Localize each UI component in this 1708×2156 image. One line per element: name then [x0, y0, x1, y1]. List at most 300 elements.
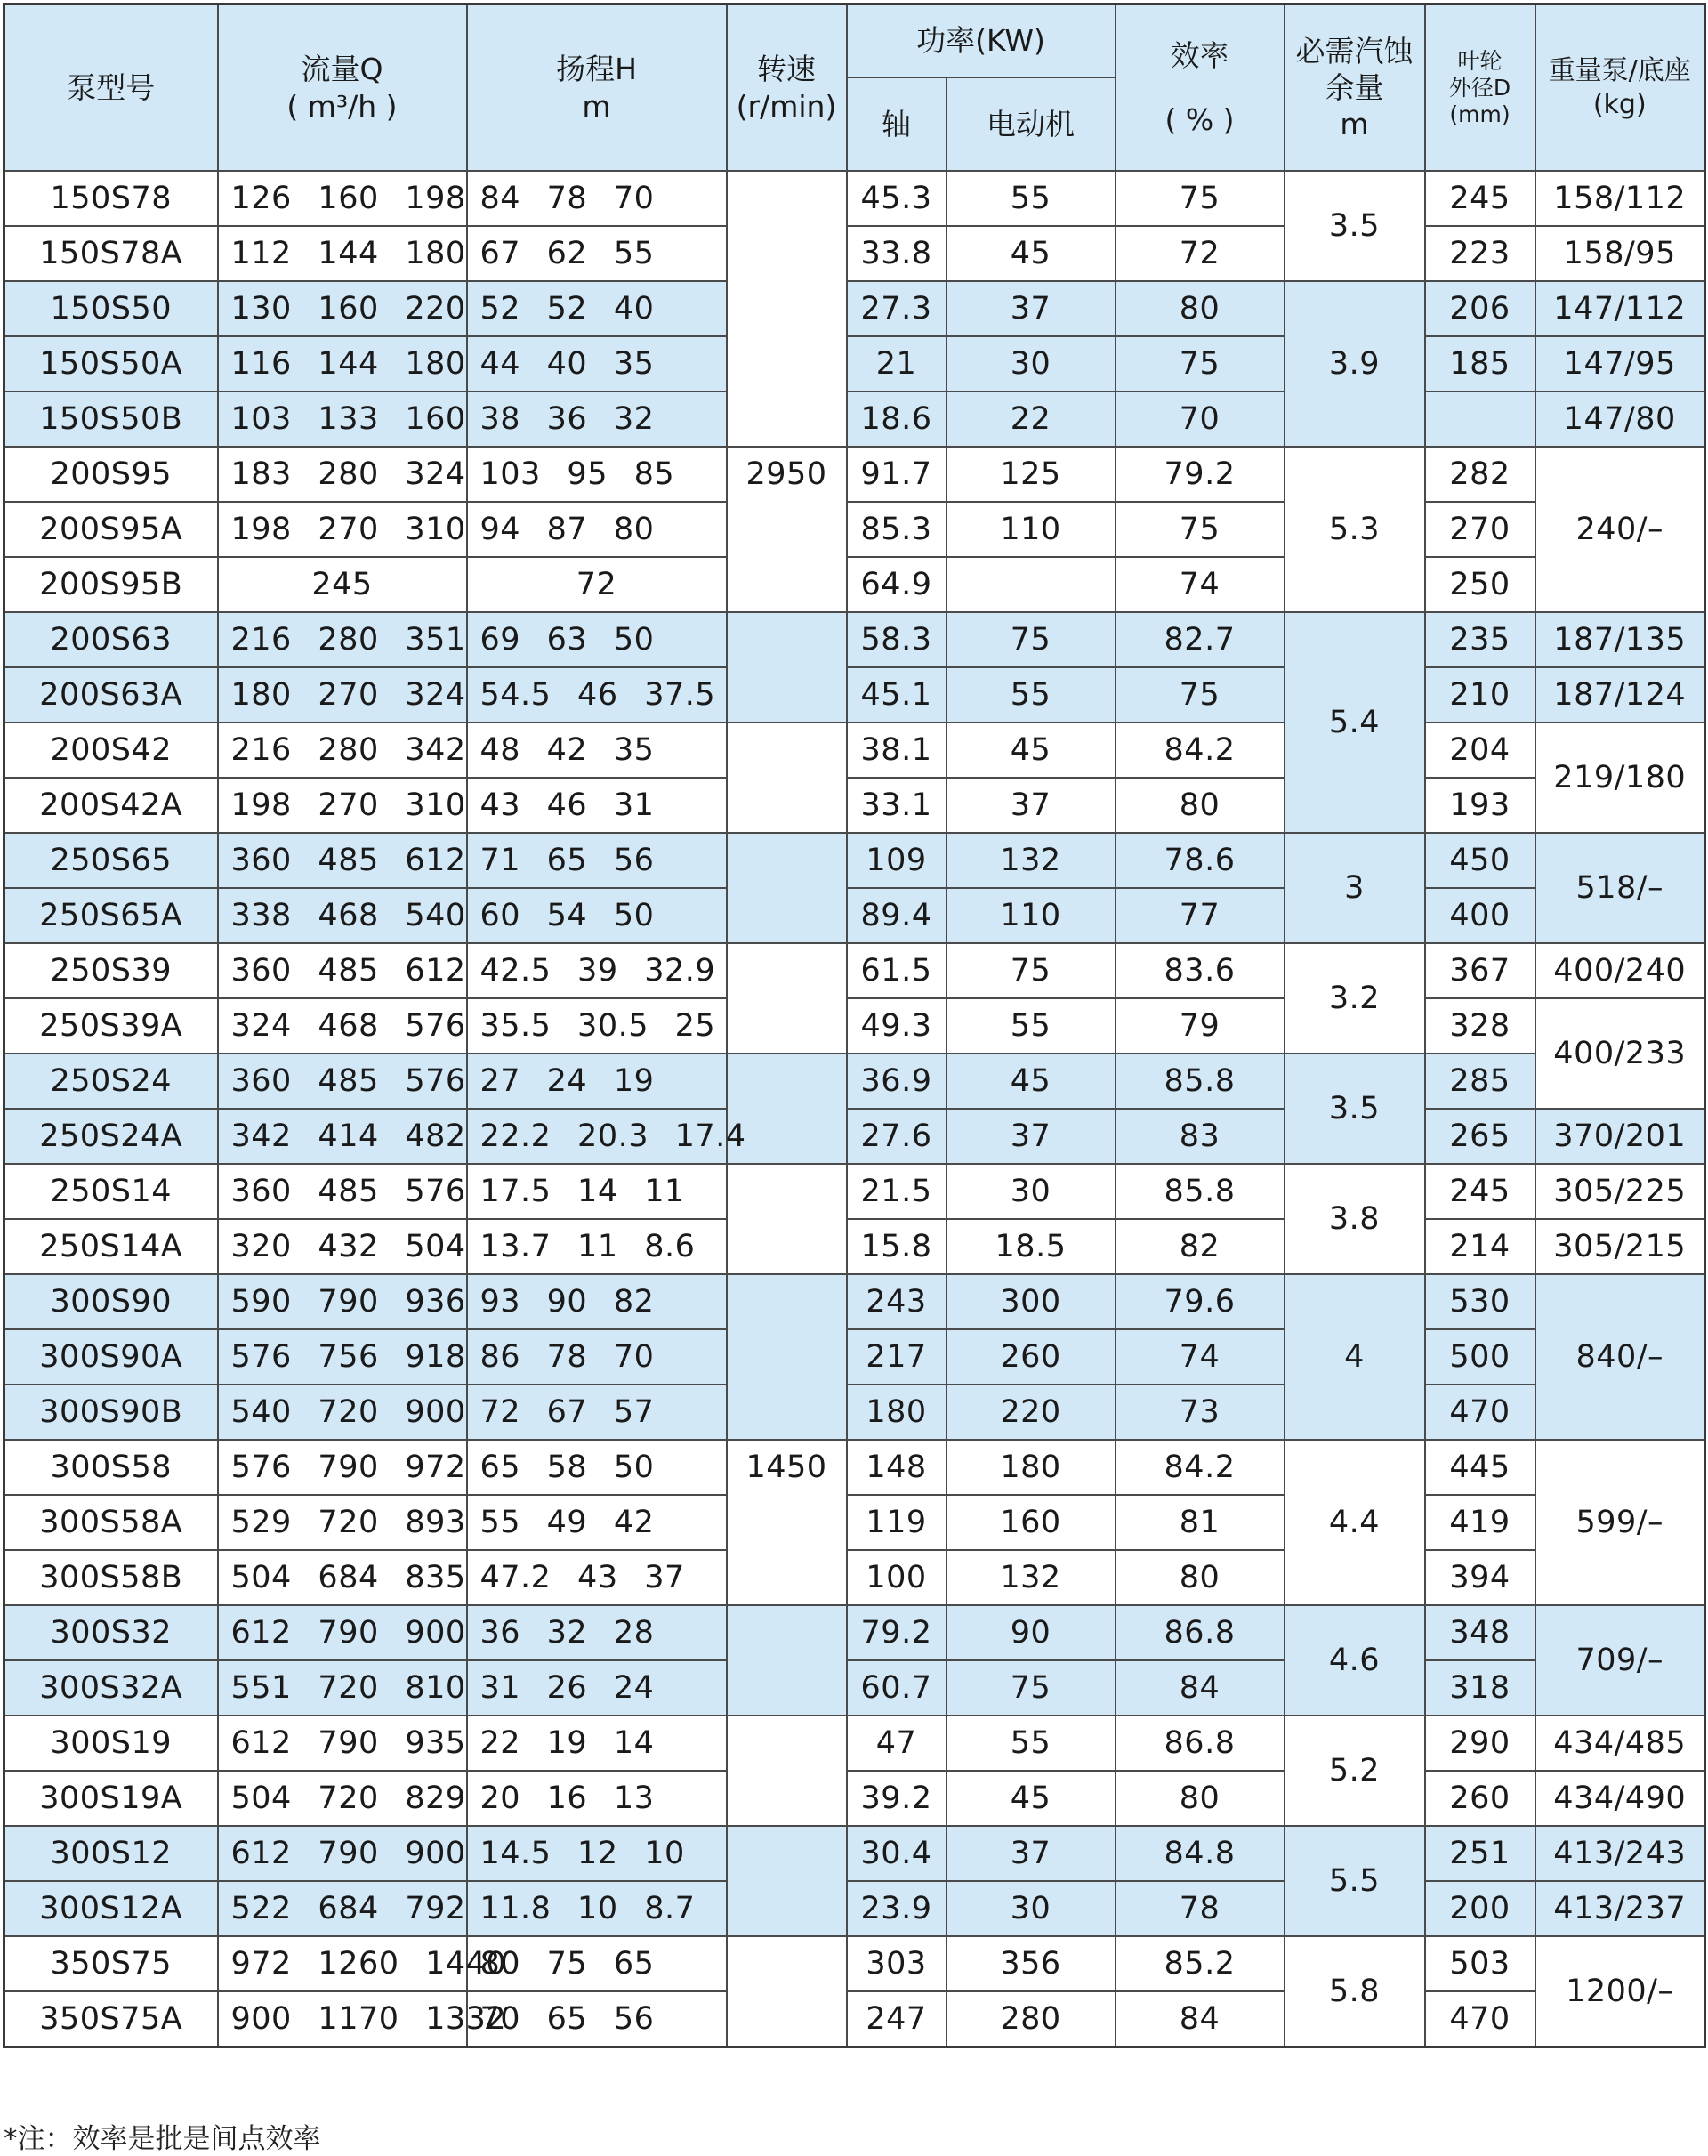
cell-power-motor: 300 [947, 1274, 1116, 1329]
cell-head: 72 67 57 [467, 1385, 727, 1440]
cell-impeller: 419 [1425, 1495, 1535, 1550]
cell-power-shaft: 21 [847, 336, 947, 392]
cell-efficiency: 72 [1116, 226, 1285, 281]
cell-efficiency: 85.8 [1116, 1164, 1285, 1219]
table-row [4, 1881, 1705, 1936]
cell-power-shaft: 36.9 [847, 1054, 947, 1109]
cell-head: 38 36 32 [467, 392, 727, 447]
cell-model: 250S14A [4, 1219, 218, 1274]
cell-flow: 504 720 829 [218, 1771, 467, 1826]
cell-weight: 518/– [1535, 833, 1705, 943]
cell-model: 150S50B [4, 392, 218, 447]
cell-impeller: 265 [1425, 1109, 1535, 1164]
header-impeller [1425, 4, 1535, 172]
cell-speed [727, 612, 847, 723]
cell-power-motor: 37 [947, 1109, 1116, 1164]
cell-flow: 612 790 935 [218, 1716, 467, 1771]
cell-model: 250S65A [4, 888, 218, 943]
table-row [4, 1109, 1705, 1164]
cell-model: 150S78 [4, 171, 218, 226]
pump-spec-table [3, 3, 1706, 2048]
cell-model: 300S32A [4, 1660, 218, 1716]
cell-power-motor: 132 [947, 1550, 1116, 1605]
cell-npsh: 5.8 [1285, 1936, 1425, 2047]
cell-power-shaft: 27.3 [847, 281, 947, 336]
header-speed-unit: (r/min) [736, 88, 837, 124]
cell-head: 42.5 39 32.9 [467, 943, 727, 998]
cell-weight: 400/233 [1535, 998, 1705, 1109]
cell-weight: 147/112 [1535, 281, 1705, 336]
cell-speed: 1450 [727, 1440, 847, 1605]
cell-weight: 840/– [1535, 1274, 1705, 1440]
cell-impeller: 348 [1425, 1605, 1535, 1660]
cell-weight: 370/201 [1535, 1109, 1705, 1164]
header-npsh-unit: m [1340, 107, 1369, 142]
header-speed [727, 4, 847, 172]
cell-flow: 338 468 540 [218, 888, 467, 943]
cell-model: 200S63 [4, 612, 218, 667]
header-power-motor: 电动机 [947, 77, 1116, 171]
cell-model: 300S58A [4, 1495, 218, 1550]
cell-power-motor: 45 [947, 1771, 1116, 1826]
cell-flow: 183 280 324 [218, 447, 467, 502]
cell-efficiency: 84.8 [1116, 1826, 1285, 1881]
cell-head: 13.7 11 8.6 [467, 1219, 727, 1274]
cell-efficiency: 79.6 [1116, 1274, 1285, 1329]
cell-power-shaft: 109 [847, 833, 947, 888]
cell-speed [727, 1716, 847, 1826]
cell-impeller: 206 [1425, 281, 1535, 336]
cell-efficiency: 75 [1116, 171, 1285, 226]
cell-npsh: 5.3 [1285, 447, 1425, 612]
cell-efficiency: 82 [1116, 1219, 1285, 1274]
cell-npsh: 5.5 [1285, 1826, 1425, 1936]
table-row [4, 1936, 1705, 1991]
table-row [4, 1219, 1705, 1274]
cell-model: 150S50 [4, 281, 218, 336]
cell-head: 14.5 12 10 [467, 1826, 727, 1881]
cell-head: 71 65 56 [467, 833, 727, 888]
cell-power-shaft: 243 [847, 1274, 947, 1329]
cell-flow: 576 756 918 [218, 1329, 467, 1385]
cell-head: 72 [467, 557, 727, 612]
table-row [4, 833, 1705, 888]
cell-efficiency: 80 [1116, 778, 1285, 833]
cell-power-shaft: 61.5 [847, 943, 947, 998]
cell-impeller: 282 [1425, 447, 1535, 502]
cell-model: 300S19 [4, 1716, 218, 1771]
cell-weight: 158/112 [1535, 171, 1705, 226]
cell-head: 94 87 80 [467, 502, 727, 557]
cell-power-motor: 22 [947, 392, 1116, 447]
cell-power-motor: 280 [947, 1991, 1116, 2047]
cell-head: 48 42 35 [467, 723, 727, 778]
cell-head: 65 58 50 [467, 1440, 727, 1495]
cell-efficiency: 86.8 [1116, 1716, 1285, 1771]
cell-power-motor: 18.5 [947, 1219, 1116, 1274]
cell-flow: 576 790 972 [218, 1440, 467, 1495]
pump-spec-table-container [3, 3, 1704, 2048]
cell-power-motor: 37 [947, 778, 1116, 833]
header-impeller-line2: 外径D [1448, 74, 1511, 101]
cell-flow: 245 [218, 557, 467, 612]
cell-flow: 590 790 936 [218, 1274, 467, 1329]
cell-weight: 305/225 [1535, 1164, 1705, 1219]
cell-head: 22 19 14 [467, 1716, 727, 1771]
cell-impeller: 185 [1425, 336, 1535, 392]
cell-power-shaft: 100 [847, 1550, 947, 1605]
cell-impeller: 394 [1425, 1550, 1535, 1605]
cell-efficiency: 77 [1116, 888, 1285, 943]
cell-impeller: 285 [1425, 1054, 1535, 1109]
cell-efficiency: 84 [1116, 1660, 1285, 1716]
cell-speed [727, 943, 847, 1054]
cell-power-shaft: 180 [847, 1385, 947, 1440]
cell-weight: 187/135 [1535, 612, 1705, 667]
cell-model: 200S42A [4, 778, 218, 833]
cell-efficiency: 79 [1116, 998, 1285, 1054]
cell-weight: 413/243 [1535, 1826, 1705, 1881]
cell-power-motor: 37 [947, 281, 1116, 336]
cell-model: 300S90B [4, 1385, 218, 1440]
header-efficiency-title: 效率 [1170, 38, 1229, 74]
cell-npsh: 3.5 [1285, 171, 1425, 281]
table-row [4, 1826, 1705, 1881]
cell-weight: 400/240 [1535, 943, 1705, 998]
cell-efficiency: 81 [1116, 1495, 1285, 1550]
cell-power-shaft: 21.5 [847, 1164, 947, 1219]
cell-efficiency: 80 [1116, 281, 1285, 336]
table-row [4, 998, 1705, 1054]
cell-head: 27 24 19 [467, 1054, 727, 1109]
cell-power-motor: 55 [947, 667, 1116, 723]
cell-npsh: 4 [1285, 1274, 1425, 1440]
table-row [4, 943, 1705, 998]
cell-head: 47.2 43 37 [467, 1550, 727, 1605]
cell-impeller: 530 [1425, 1274, 1535, 1329]
cell-efficiency: 82.7 [1116, 612, 1285, 667]
cell-npsh: 4.4 [1285, 1440, 1425, 1605]
cell-power-motor: 110 [947, 502, 1116, 557]
header-npsh-line1: 必需汽蚀 [1295, 33, 1414, 69]
cell-head: 69 63 50 [467, 612, 727, 667]
cell-power-motor: 45 [947, 723, 1116, 778]
header-model: 泵型号 [4, 4, 218, 172]
cell-efficiency: 80 [1116, 1550, 1285, 1605]
table-body [4, 171, 1705, 2047]
cell-impeller: 223 [1425, 226, 1535, 281]
cell-power-shaft: 27.6 [847, 1109, 947, 1164]
cell-power-shaft: 60.7 [847, 1660, 947, 1716]
cell-model: 150S78A [4, 226, 218, 281]
header-head-unit: m [582, 88, 611, 124]
cell-flow: 112 144 180 [218, 226, 467, 281]
cell-flow: 216 280 351 [218, 612, 467, 667]
cell-weight: 147/80 [1535, 392, 1705, 447]
table-row [4, 1440, 1705, 1495]
cell-weight: 240/– [1535, 447, 1705, 612]
table-row [4, 1550, 1705, 1605]
cell-flow: 612 790 900 [218, 1605, 467, 1660]
cell-model: 300S19A [4, 1771, 218, 1826]
cell-power-shaft: 247 [847, 1991, 947, 2047]
cell-model: 250S24A [4, 1109, 218, 1164]
cell-impeller: 200 [1425, 1881, 1535, 1936]
cell-speed [727, 1826, 847, 1936]
cell-speed [727, 723, 847, 833]
cell-impeller: 235 [1425, 612, 1535, 667]
cell-flow: 612 790 900 [218, 1826, 467, 1881]
cell-impeller: 503 [1425, 1936, 1535, 1991]
table-row [4, 1716, 1705, 1771]
cell-head: 17.5 14 11 [467, 1164, 727, 1219]
cell-head: 67 62 55 [467, 226, 727, 281]
table-row [4, 171, 1705, 226]
header-weight-unit: (kg) [1592, 88, 1647, 120]
header-power: 功率(KW) [847, 4, 1116, 78]
table-row [4, 557, 1705, 612]
cell-model: 200S63A [4, 667, 218, 723]
header-npsh-line2: 余量 [1325, 69, 1384, 105]
cell-head: 103 95 85 [467, 447, 727, 502]
cell-npsh: 3 [1285, 833, 1425, 943]
cell-flow: 130 160 220 [218, 281, 467, 336]
cell-power-motor: 110 [947, 888, 1116, 943]
footnote: *注：效率是批是间点效率 [4, 2123, 321, 2155]
cell-flow: 522 684 792 [218, 1881, 467, 1936]
cell-flow: 198 270 310 [218, 502, 467, 557]
cell-weight: 434/490 [1535, 1771, 1705, 1826]
cell-model: 300S58 [4, 1440, 218, 1495]
cell-impeller: 214 [1425, 1219, 1535, 1274]
table-row [4, 1495, 1705, 1550]
cell-impeller: 470 [1425, 1385, 1535, 1440]
table-row [4, 612, 1705, 667]
cell-model: 250S65 [4, 833, 218, 888]
cell-power-motor: 75 [947, 943, 1116, 998]
cell-efficiency: 83.6 [1116, 943, 1285, 998]
cell-efficiency: 85.2 [1116, 1936, 1285, 1991]
cell-power-shaft: 33.8 [847, 226, 947, 281]
cell-weight: 599/– [1535, 1440, 1705, 1605]
cell-power-shaft: 217 [847, 1329, 947, 1385]
header-flow-title: 流量Q [301, 52, 383, 87]
cell-power-shaft: 15.8 [847, 1219, 947, 1274]
cell-efficiency: 75 [1116, 502, 1285, 557]
cell-model: 350S75A [4, 1991, 218, 2047]
cell-power-motor [947, 557, 1116, 612]
table-row [4, 392, 1705, 447]
cell-power-motor: 55 [947, 1716, 1116, 1771]
cell-model: 250S24 [4, 1054, 218, 1109]
cell-power-shaft: 18.6 [847, 392, 947, 447]
cell-power-motor: 125 [947, 447, 1116, 502]
cell-efficiency: 75 [1116, 336, 1285, 392]
cell-power-motor: 75 [947, 1660, 1116, 1716]
cell-speed [727, 1164, 847, 1274]
header-weight-title: 重量泵/底座 [1548, 55, 1691, 86]
cell-flow: 972 1260 1440 [218, 1936, 467, 1991]
cell-npsh: 3.8 [1285, 1164, 1425, 1274]
cell-model: 300S12A [4, 1881, 218, 1936]
cell-head: 84 78 70 [467, 171, 727, 226]
table-row [4, 1605, 1705, 1660]
cell-head: 11.8 10 8.7 [467, 1881, 727, 1936]
header-efficiency [1116, 4, 1285, 172]
cell-flow: 320 432 504 [218, 1219, 467, 1274]
cell-flow: 551 720 810 [218, 1660, 467, 1716]
cell-speed [727, 1936, 847, 2047]
table-row [4, 1991, 1705, 2047]
cell-efficiency: 84.2 [1116, 723, 1285, 778]
cell-head: 20 16 13 [467, 1771, 727, 1826]
table-row [4, 1054, 1705, 1109]
cell-impeller: 245 [1425, 1164, 1535, 1219]
cell-npsh: 5.2 [1285, 1716, 1425, 1826]
cell-impeller: 470 [1425, 1991, 1535, 2047]
table-row [4, 1771, 1705, 1826]
cell-head: 60 54 50 [467, 888, 727, 943]
cell-flow: 342 414 482 [218, 1109, 467, 1164]
cell-model: 300S12 [4, 1826, 218, 1881]
cell-flow: 360 485 576 [218, 1164, 467, 1219]
cell-npsh: 5.4 [1285, 612, 1425, 833]
header-power-shaft: 轴 [847, 77, 947, 171]
cell-efficiency: 85.8 [1116, 1054, 1285, 1109]
cell-head: 44 40 35 [467, 336, 727, 392]
cell-efficiency: 74 [1116, 1329, 1285, 1385]
cell-power-motor: 220 [947, 1385, 1116, 1440]
table-row [4, 1385, 1705, 1440]
cell-npsh: 3.5 [1285, 1054, 1425, 1164]
cell-head: 80 75 65 [467, 1936, 727, 1991]
table-row [4, 502, 1705, 557]
cell-weight: 434/485 [1535, 1716, 1705, 1771]
cell-weight: 709/– [1535, 1605, 1705, 1716]
cell-head: 31 26 24 [467, 1660, 727, 1716]
cell-impeller: 260 [1425, 1771, 1535, 1826]
cell-weight: 305/215 [1535, 1219, 1705, 1274]
cell-power-shaft: 45.1 [847, 667, 947, 723]
cell-impeller: 290 [1425, 1716, 1535, 1771]
table-row [4, 1274, 1705, 1329]
header-flow-unit: ( m³/h ) [286, 88, 398, 124]
cell-power-motor: 75 [947, 612, 1116, 667]
cell-power-shaft: 30.4 [847, 1826, 947, 1881]
cell-power-motor: 45 [947, 226, 1116, 281]
table-row [4, 723, 1705, 778]
header-impeller-line1: 叶轮 [1457, 47, 1503, 74]
cell-head: 86 78 70 [467, 1329, 727, 1385]
cell-efficiency: 78.6 [1116, 833, 1285, 888]
cell-impeller: 251 [1425, 1826, 1535, 1881]
cell-model: 250S39A [4, 998, 218, 1054]
header-flow [218, 4, 467, 172]
cell-efficiency: 86.8 [1116, 1605, 1285, 1660]
cell-efficiency: 75 [1116, 667, 1285, 723]
cell-model: 150S50A [4, 336, 218, 392]
cell-model: 300S32 [4, 1605, 218, 1660]
cell-weight: 1200/– [1535, 1936, 1705, 2047]
cell-model: 300S58B [4, 1550, 218, 1605]
cell-weight: 413/237 [1535, 1881, 1705, 1936]
cell-flow: 529 720 893 [218, 1495, 467, 1550]
cell-impeller: 500 [1425, 1329, 1535, 1385]
cell-impeller: 193 [1425, 778, 1535, 833]
table-row [4, 336, 1705, 392]
cell-power-motor: 30 [947, 1164, 1116, 1219]
cell-power-shaft: 33.1 [847, 778, 947, 833]
table-row [4, 778, 1705, 833]
cell-power-shaft: 47 [847, 1716, 947, 1771]
header-head [467, 4, 727, 172]
cell-impeller [1425, 392, 1535, 447]
cell-head: 36 32 28 [467, 1605, 727, 1660]
cell-npsh: 3.9 [1285, 281, 1425, 447]
cell-head: 43 46 31 [467, 778, 727, 833]
cell-power-shaft: 58.3 [847, 612, 947, 667]
cell-power-motor: 55 [947, 171, 1116, 226]
cell-power-shaft: 148 [847, 1440, 947, 1495]
header-efficiency-unit: ( % ) [1164, 101, 1235, 137]
cell-efficiency: 78 [1116, 1881, 1285, 1936]
cell-flow: 900 1170 1332 [218, 1991, 467, 2047]
cell-flow: 360 485 612 [218, 943, 467, 998]
cell-impeller: 400 [1425, 888, 1535, 943]
cell-power-shaft: 79.2 [847, 1605, 947, 1660]
cell-impeller: 250 [1425, 557, 1535, 612]
cell-power-motor: 55 [947, 998, 1116, 1054]
cell-power-motor: 160 [947, 1495, 1116, 1550]
cell-flow: 504 684 835 [218, 1550, 467, 1605]
cell-flow: 180 270 324 [218, 667, 467, 723]
cell-flow: 360 485 612 [218, 833, 467, 888]
cell-model: 250S14 [4, 1164, 218, 1219]
cell-flow: 116 144 180 [218, 336, 467, 392]
cell-power-shaft: 91.7 [847, 447, 947, 502]
cell-power-shaft: 39.2 [847, 1771, 947, 1826]
cell-power-motor: 132 [947, 833, 1116, 888]
cell-power-shaft: 119 [847, 1495, 947, 1550]
cell-model: 300S90A [4, 1329, 218, 1385]
cell-flow: 540 720 900 [218, 1385, 467, 1440]
cell-power-shaft: 85.3 [847, 502, 947, 557]
cell-model: 200S42 [4, 723, 218, 778]
cell-npsh: 4.6 [1285, 1605, 1425, 1716]
header-speed-title: 转速 [757, 52, 816, 87]
table-row [4, 667, 1705, 723]
cell-power-shaft: 303 [847, 1936, 947, 1991]
cell-model: 300S90 [4, 1274, 218, 1329]
cell-impeller: 204 [1425, 723, 1535, 778]
cell-efficiency: 74 [1116, 557, 1285, 612]
cell-power-motor: 30 [947, 1881, 1116, 1936]
cell-speed [727, 1274, 847, 1440]
cell-weight: 158/95 [1535, 226, 1705, 281]
cell-head: 22.2 20.3 17.4 [467, 1109, 727, 1164]
cell-power-motor: 30 [947, 336, 1116, 392]
cell-model: 350S75 [4, 1936, 218, 1991]
cell-power-motor: 260 [947, 1329, 1116, 1385]
cell-flow: 126 160 198 [218, 171, 467, 226]
cell-weight: 187/124 [1535, 667, 1705, 723]
cell-efficiency: 73 [1116, 1385, 1285, 1440]
cell-impeller: 270 [1425, 502, 1535, 557]
cell-speed [727, 171, 847, 447]
cell-power-motor: 37 [947, 1826, 1116, 1881]
cell-power-motor: 356 [947, 1936, 1116, 1991]
cell-head: 52 52 40 [467, 281, 727, 336]
